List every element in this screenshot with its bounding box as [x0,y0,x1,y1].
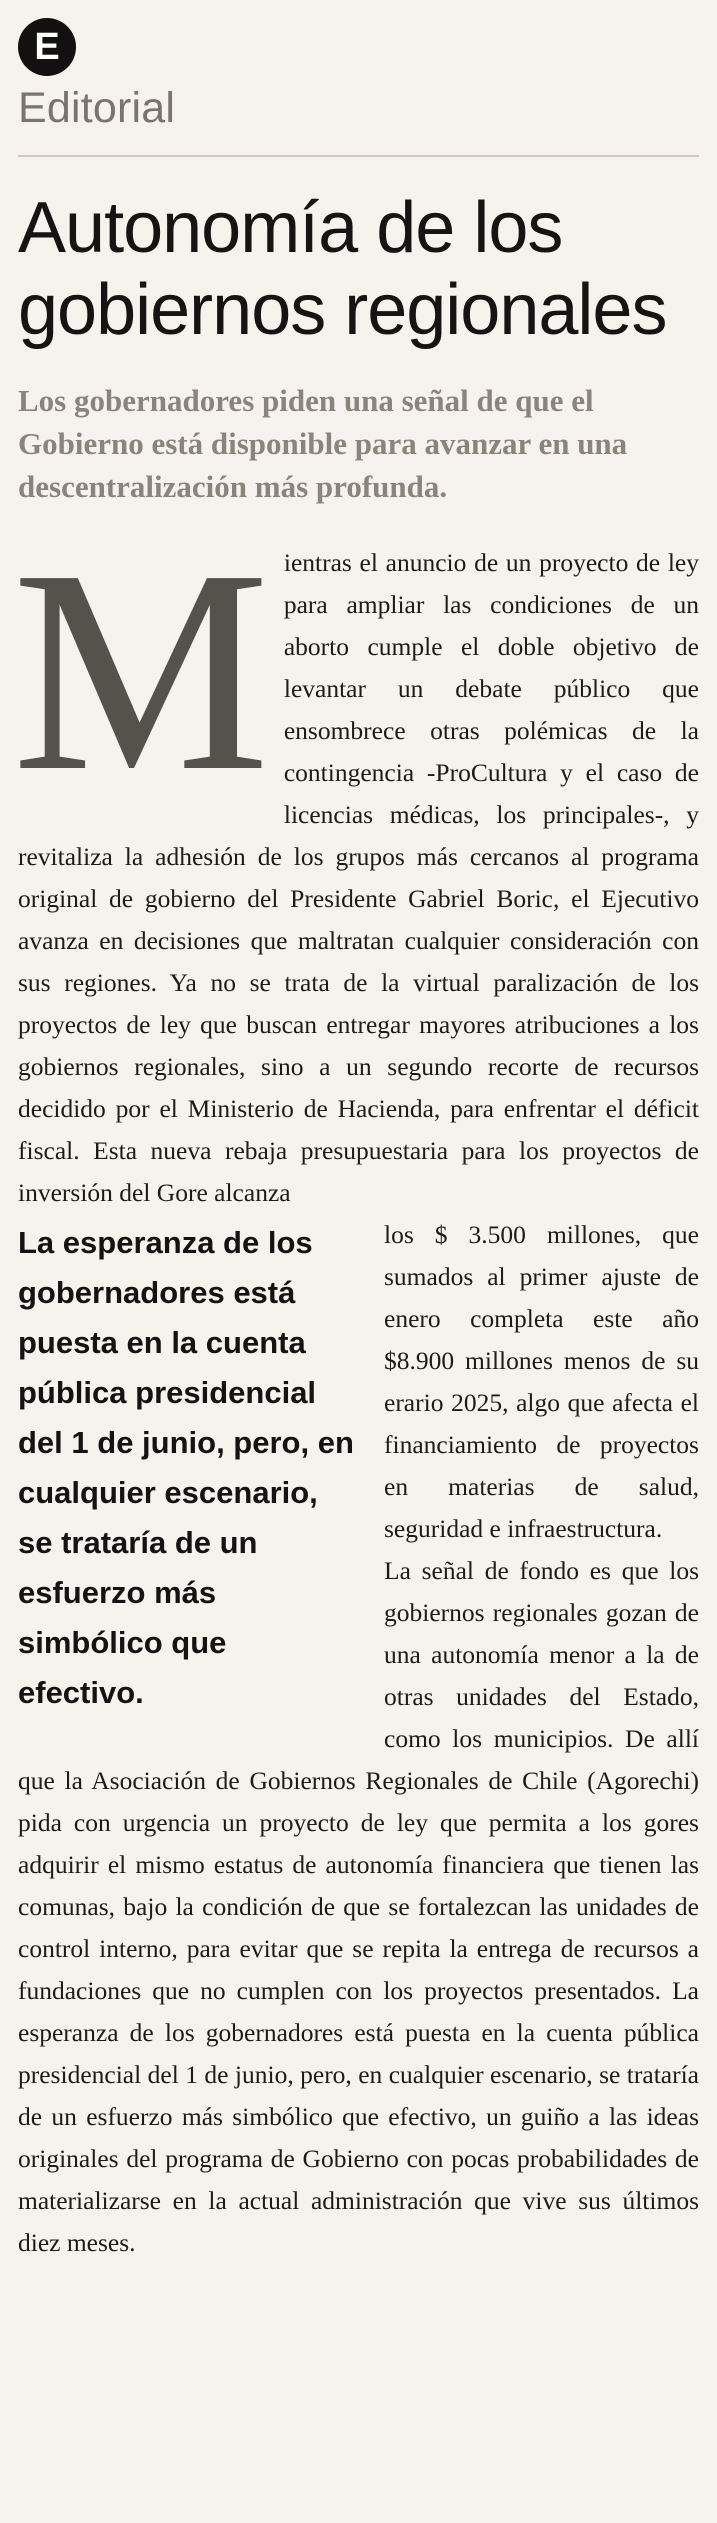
body-paragraph-1 [12,510,699,1214]
section-label: Editorial [18,84,176,132]
article-body [12,510,699,2264]
pull-quote: La esperanza de los gobernadores está puesta en la cuenta pública presidencial del 1 de junio, pero, en cualquier escenario, se trataría de un esfuerzo más simbólico que efectivo. [18,1225,354,1710]
section-badge: E [18,18,76,76]
body-paragraph-2: La señal de fondo es que los gobiernos regionales gozan de una autonomía menor a la de otras unidades del Estado, como los municipios. De allí que la Asociación de Gobiernos Regionales de Chile (Agorechi) pida con urgencia un proyecto de ley que permita a los gores adquirir el mismo estatus de autonomía financiera que tienen las comunas, bajo la condición de que se fortalezcan las unidades de control interno, para evitar que se repita la entrega de recursos a fundaciones que no cumplen con los proyectos presentados. La esperanza de los gobernadores está puesta en la cuenta pública presidencial del 1 de junio, pero, en cualquier escenario, se trataría de un esfuerzo más simbólico que efectivo, un guiño a las ideas originales del programa de Gobierno con pocas probabilidades de materializarse en la actual administración que vive sus últimos diez meses. [18,1556,699,2257]
drop-cap: M [12,510,270,831]
headline: Autonomía de los gobiernos regionales [18,188,667,350]
deck-subtitle: Los gobernadores piden una señal de que el Gobierno está disponible para avanzar en una descentralización más profunda. [18,383,628,504]
body-paragraph-1-continued [18,1214,699,1710]
body-text-before-pull: ientras el anuncio de un proyecto de ley para ampliar las condiciones de un aborto cumple el doble objetivo de levantar un debate público que ensombrece otras polémicas de la contingencia -ProCultura y el caso de licencias médicas, los principales-, y revitaliza la adhesión de los grupos más cercanos al programa original de gobierno del Presidente Gabriel Boric, el Ejecutivo avanza en decisiones que maltratan cualquier consideración con sus regiones. Ya no se trata de la virtual paralización de los proyectos de ley que buscan entregar mayores atribuciones a los gobiernos regionales, sino a un segundo recorte de recursos decidido por el Ministerio de Hacienda, para enfrentar el déficit fiscal. Esta nueva rebaja presupuestaria para los proyectos de inversión del Gore alcanza [18,548,699,1207]
body-text-after-pull: los $ 3.500 millones, que sumados al primer ajuste de enero completa este año $8.900 millones menos de su erario 2025, algo que afecta el financiamiento de proyectos en materias de salud, seguridad e infraestructura. [384,1220,699,1543]
section-divider [18,155,699,157]
